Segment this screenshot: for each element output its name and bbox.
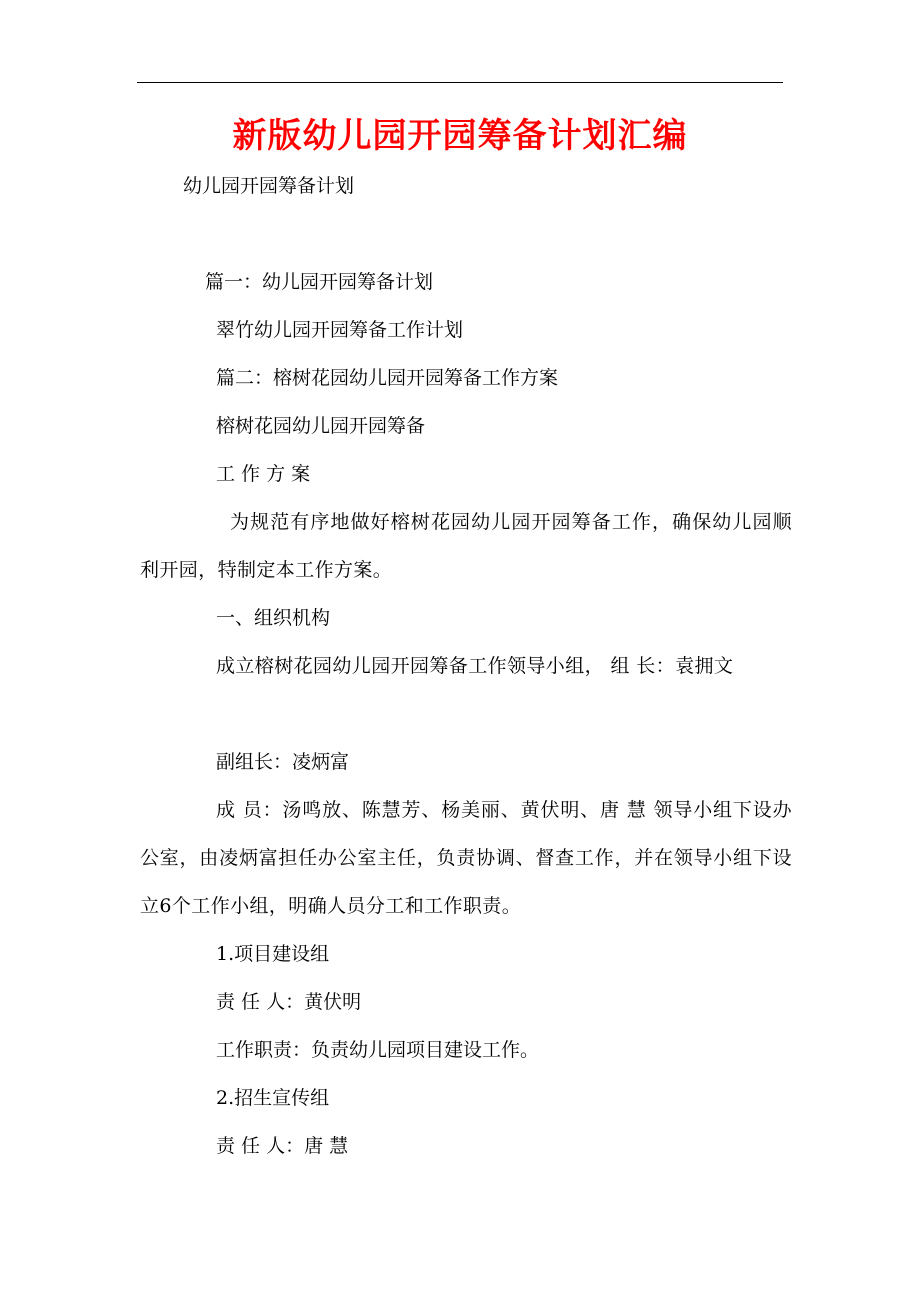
- chapter1-heading: 篇一：幼儿园开园筹备计划: [205, 271, 434, 293]
- group1-heading: 1.项目建设组: [216, 943, 330, 965]
- group2-heading: 2.招生宣传组: [216, 1087, 330, 1109]
- intro-paragraph: 为规范有序地做好榕树花园幼儿园开园筹备工作，确保幼儿园顺利开园，特制定本工作方案。: [140, 511, 792, 581]
- chapter2-subtitle: 榕树花园幼儿园开园筹备: [216, 415, 426, 437]
- chapter1-subtitle: 翠竹幼儿园开园筹备工作计划: [216, 319, 464, 341]
- section1-heading: 一、组织机构: [216, 607, 331, 629]
- document-subtitle: 幼儿园开园筹备计划: [183, 175, 355, 197]
- document-title: 新版幼儿园开园筹备计划汇编: [232, 116, 688, 156]
- chapter2-heading: 篇二：榕树花园幼儿园开园筹备工作方案: [216, 367, 559, 389]
- deputy-leader: 副组长：凌炳富: [216, 751, 350, 773]
- members-paragraph: 成 员：汤鸣放、陈慧芳、杨美丽、黄伏明、唐 慧 领导小组下设办公室，由凌炳富担任办公室主任，负责协调、督查工作，并在领导小组下设立6个工作小组，明确人员分工和工作职责。: [140, 799, 792, 917]
- group2-person: 责 任 人：唐 慧: [216, 1135, 349, 1157]
- header-rule: [137, 82, 783, 83]
- group1-duty: 工作职责：负责幼儿园项目建设工作。: [216, 1039, 540, 1061]
- leader-paragraph: 成立榕树花园幼儿园开园筹备工作领导小组， 组 长：袁拥文: [216, 655, 734, 677]
- plan-label: 工 作 方 案: [216, 463, 311, 485]
- group1-person: 责 任 人：黄伏明: [216, 991, 362, 1013]
